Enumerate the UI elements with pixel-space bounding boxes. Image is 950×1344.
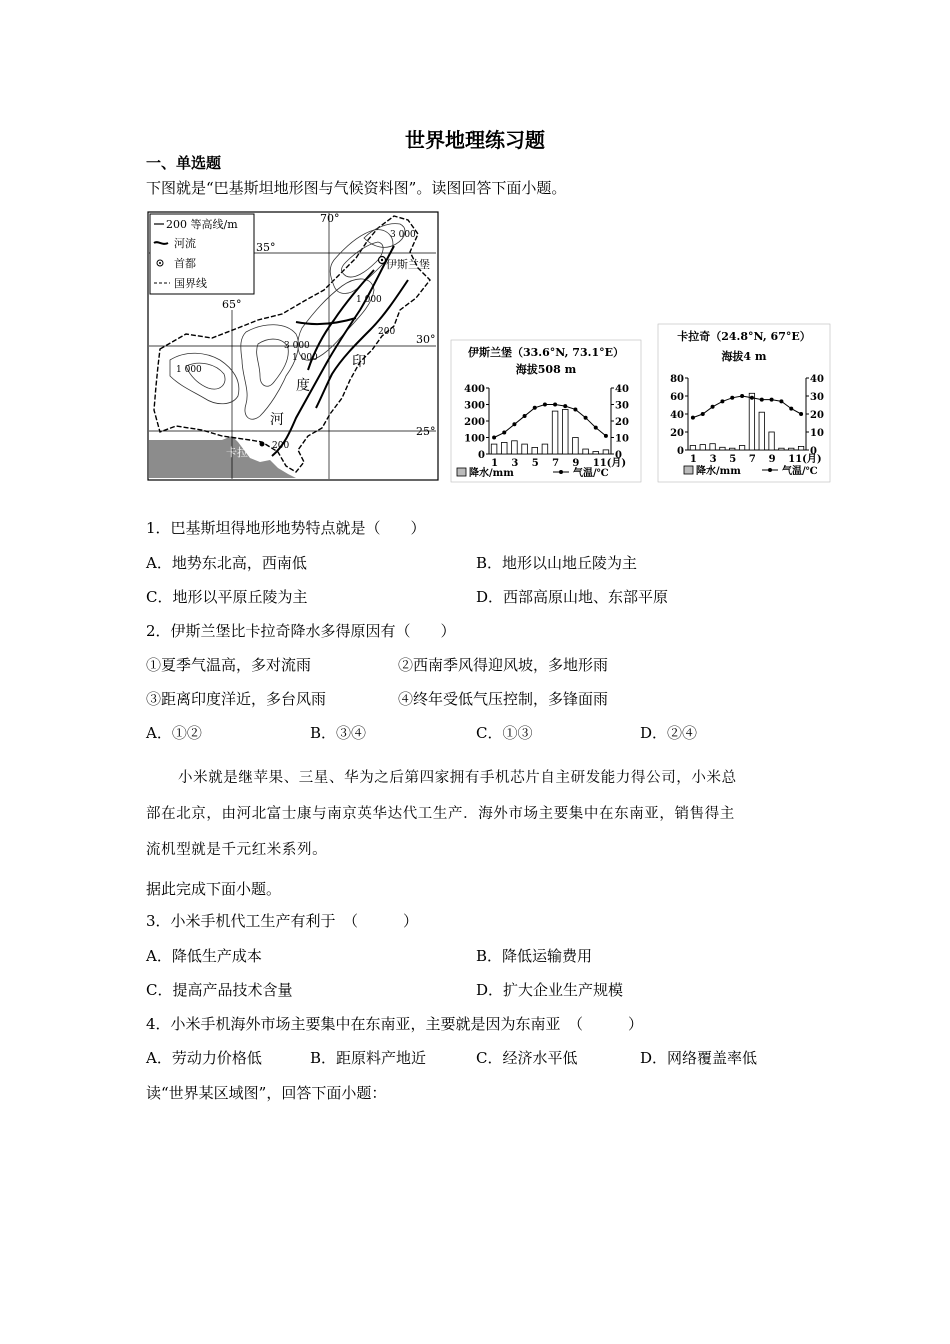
x-tick-label: 3 — [709, 454, 717, 465]
q2-stem: 2．伊斯兰堡比卡拉奇降水多得原因有（ ） — [146, 622, 456, 640]
y-tick-label-left: 0 — [478, 450, 485, 461]
q4-option-c[interactable]: C．经济水平低 — [476, 1049, 578, 1067]
city-label-karachi: 卡拉奇 — [226, 446, 259, 459]
y-tick-label-left: 200 — [464, 417, 485, 428]
q2-statement-4: ④终年受低气压控制，多锋面雨 — [398, 690, 609, 708]
y-tick-label-right: 30 — [615, 400, 629, 412]
temp-point — [533, 406, 537, 410]
contour-label: 3 000 — [390, 230, 416, 240]
x-tick-label: 1 — [491, 458, 499, 469]
pakistan-map — [148, 212, 438, 480]
page-title: 世界地理练习题 — [405, 128, 545, 152]
contour-label: 1 000 — [292, 353, 318, 363]
y-tick-label-right: 40 — [810, 374, 824, 385]
temp-point — [711, 405, 715, 409]
temp-point — [594, 426, 598, 430]
precip-bar — [798, 446, 803, 450]
legend-contour: 200 等高线/m — [166, 218, 238, 231]
precip-bar — [593, 452, 599, 454]
q1-option-d[interactable]: D．西部高原山地、东部平原 — [476, 588, 669, 606]
temp-point — [789, 407, 793, 411]
temp-point — [720, 399, 724, 403]
q2-option-c[interactable]: C．①③ — [476, 724, 533, 742]
y-tick-label-left: 100 — [464, 433, 485, 445]
temp-point — [563, 404, 567, 408]
y-tick-label-left: 80 — [670, 374, 684, 385]
precip-bar — [603, 450, 609, 454]
instruction: 据此完成下面小题。 — [146, 880, 282, 898]
y-tick-label-right: 30 — [810, 392, 824, 403]
precip-bar — [720, 447, 725, 450]
legend-precip: 降水/mm — [469, 468, 514, 479]
q3-option-a[interactable]: A．降低生产成本 — [146, 947, 262, 965]
x-tick-label: 11(月) — [788, 454, 822, 465]
q4-stem: 4．小米手机海外市场主要集中在东南亚，主要就是因为东南亚 （ ） — [146, 1015, 644, 1033]
q4-option-a[interactable]: A．劳动力价格低 — [146, 1049, 262, 1067]
q3-option-b[interactable]: B．降低运输费用 — [476, 947, 593, 965]
y-tick-label-left: 40 — [670, 410, 684, 421]
precip-bar — [710, 444, 715, 450]
lat-label-35: 35° — [256, 241, 276, 254]
precip-bar — [739, 446, 744, 451]
map-legend — [150, 214, 254, 294]
lat-label-30: 30° — [416, 333, 436, 346]
section-heading: 一、单选题 — [146, 154, 222, 172]
precip-bar — [730, 448, 735, 450]
y-tick-label-left: 400 — [464, 384, 485, 395]
climate-chart-karachi — [658, 324, 830, 482]
y-tick-label-right: 10 — [615, 433, 629, 445]
temp-point — [770, 398, 774, 402]
y-tick-label-left: 20 — [670, 428, 684, 439]
temp-point — [512, 422, 516, 426]
passage-line-1: 小米就是继苹果、三星、华为之后第四家拥有手机芯片自主研发能力得公司，小米总 — [178, 770, 737, 786]
city-label-islamabad: 伊斯兰堡 — [386, 258, 430, 271]
y-tick-label-left: 0 — [677, 446, 684, 457]
legend-river: 河流 — [174, 237, 196, 250]
temp-point — [730, 396, 734, 400]
precip-bar — [552, 411, 558, 454]
y-tick-label-left: 300 — [464, 400, 485, 412]
contour-label: 1 000 — [176, 365, 202, 375]
contour-label: 3 000 — [284, 341, 310, 351]
x-tick-label: 5 — [531, 458, 539, 469]
y-tick-label-right: 10 — [810, 428, 824, 439]
q1-option-a[interactable]: A．地势东北高，西南低 — [146, 554, 307, 572]
temp-point — [573, 407, 577, 411]
precip-bar — [700, 445, 705, 450]
lon-label-70: 70° — [320, 212, 340, 225]
q3-option-d[interactable]: D．扩大企业生产规模 — [476, 981, 624, 999]
precip-bar — [749, 393, 754, 450]
precip-bar — [583, 449, 589, 454]
x-tick-label: 1 — [689, 454, 697, 465]
x-tick-label: 9 — [768, 454, 776, 465]
temp-point — [584, 416, 588, 420]
temp-point — [691, 416, 695, 420]
next-instruction: 读“世界某区域图”，回答下面小题： — [146, 1084, 387, 1102]
legend-temp: 气温/℃ — [573, 468, 609, 479]
q1-stem: 1．巴基斯坦得地形地势特点就是（ ） — [146, 519, 426, 537]
precip-bar — [759, 412, 764, 450]
contour-label: 200 — [272, 441, 290, 451]
river-label: 度 — [296, 378, 310, 394]
q3-stem: 3．小米手机代工生产有利于 （ ） — [146, 912, 419, 930]
x-tick-label: 5 — [729, 454, 737, 465]
temp-point — [523, 414, 527, 418]
chart-title: 卡拉奇（24.8°N, 67°E） — [677, 330, 811, 343]
precip-bar — [542, 444, 548, 454]
q2-option-d[interactable]: D．②④ — [640, 724, 698, 742]
precip-bar — [491, 444, 497, 454]
precip-bar — [512, 441, 518, 454]
y-tick-label-right: 40 — [615, 384, 629, 395]
passage-line-3: 流机型就是千元红米系列。 — [146, 842, 328, 858]
precip-bar — [779, 448, 784, 450]
x-tick-label: 11(月) — [592, 458, 627, 469]
chart-subtitle: 海拔508 m — [515, 363, 577, 376]
precip-bar — [789, 448, 794, 450]
temp-point — [740, 394, 744, 398]
q2-option-b[interactable]: B．③④ — [310, 724, 367, 742]
temp-point — [799, 412, 803, 416]
y-tick-label-right: 0 — [810, 446, 817, 457]
q4-option-b[interactable]: B．距原料产地近 — [310, 1049, 427, 1067]
precip-bar — [769, 432, 774, 450]
temp-point — [779, 399, 783, 403]
chart-subtitle: 海拔4 m — [721, 350, 767, 363]
y-tick-label-right: 0 — [615, 450, 622, 461]
x-tick-label: 7 — [748, 454, 756, 465]
lon-label-65: 65° — [222, 298, 242, 311]
contour-label: 200 — [378, 327, 396, 337]
x-tick-label: 9 — [572, 458, 580, 469]
temp-point — [701, 412, 705, 416]
river-label: 印 — [352, 354, 366, 370]
q1-option-b[interactable]: B．地形以山地丘陵为主 — [476, 554, 638, 572]
q3-option-c[interactable]: C．提高产品技术含量 — [146, 981, 293, 999]
q2-option-a[interactable]: A．①② — [146, 724, 202, 742]
lat-label-25: 25° — [416, 425, 436, 438]
chart-title: 伊斯兰堡（33.6°N, 73.1°E） — [468, 346, 624, 359]
precip-bar — [522, 444, 528, 454]
y-tick-label-right: 20 — [615, 417, 629, 428]
climate-chart-islamabad — [451, 340, 641, 482]
y-tick-label-left: 60 — [670, 392, 684, 403]
river-label: 河 — [270, 412, 284, 428]
legend-capital: 首都 — [174, 257, 196, 270]
q2-statement-1: ①夏季气温高，多对流雨 — [146, 656, 312, 674]
temp-point — [760, 398, 764, 402]
passage-line-2: 部在北京，由河北富士康与南京英华达代工生产．海外市场主要集中在东南亚，销售得主 — [146, 806, 735, 822]
x-tick-label: 3 — [511, 458, 519, 469]
temp-point — [502, 431, 506, 435]
legend-temp: 气温/℃ — [782, 466, 818, 477]
legend-border: 国界线 — [174, 277, 207, 290]
q2-statement-3: ③距离印度洋近，多台风雨 — [146, 690, 327, 708]
precip-bar — [562, 409, 568, 454]
y-tick-label-right: 20 — [810, 410, 824, 421]
temp-point — [492, 436, 496, 440]
precip-bar — [501, 442, 507, 454]
q4-option-d[interactable]: D．网络覆盖率低 — [640, 1049, 758, 1067]
figure — [146, 210, 836, 486]
legend-precip: 降水/mm — [696, 466, 741, 477]
q1-option-c[interactable]: C．地形以平原丘陵为主 — [146, 588, 308, 606]
temp-point — [553, 403, 557, 407]
temp-point — [604, 434, 608, 438]
precip-bar — [573, 438, 579, 455]
precip-bar — [532, 447, 538, 454]
temp-point — [543, 403, 547, 407]
precip-bar — [690, 446, 695, 451]
temp-point — [750, 396, 754, 400]
x-tick-label: 7 — [552, 458, 560, 469]
q2-statement-2: ②西南季风得迎风坡，多地形雨 — [398, 656, 609, 674]
contour-label: 1 000 — [356, 295, 382, 305]
intro-text: 下图就是“巴基斯坦地形图与气候资料图”。读图回答下面小题。 — [146, 179, 567, 197]
